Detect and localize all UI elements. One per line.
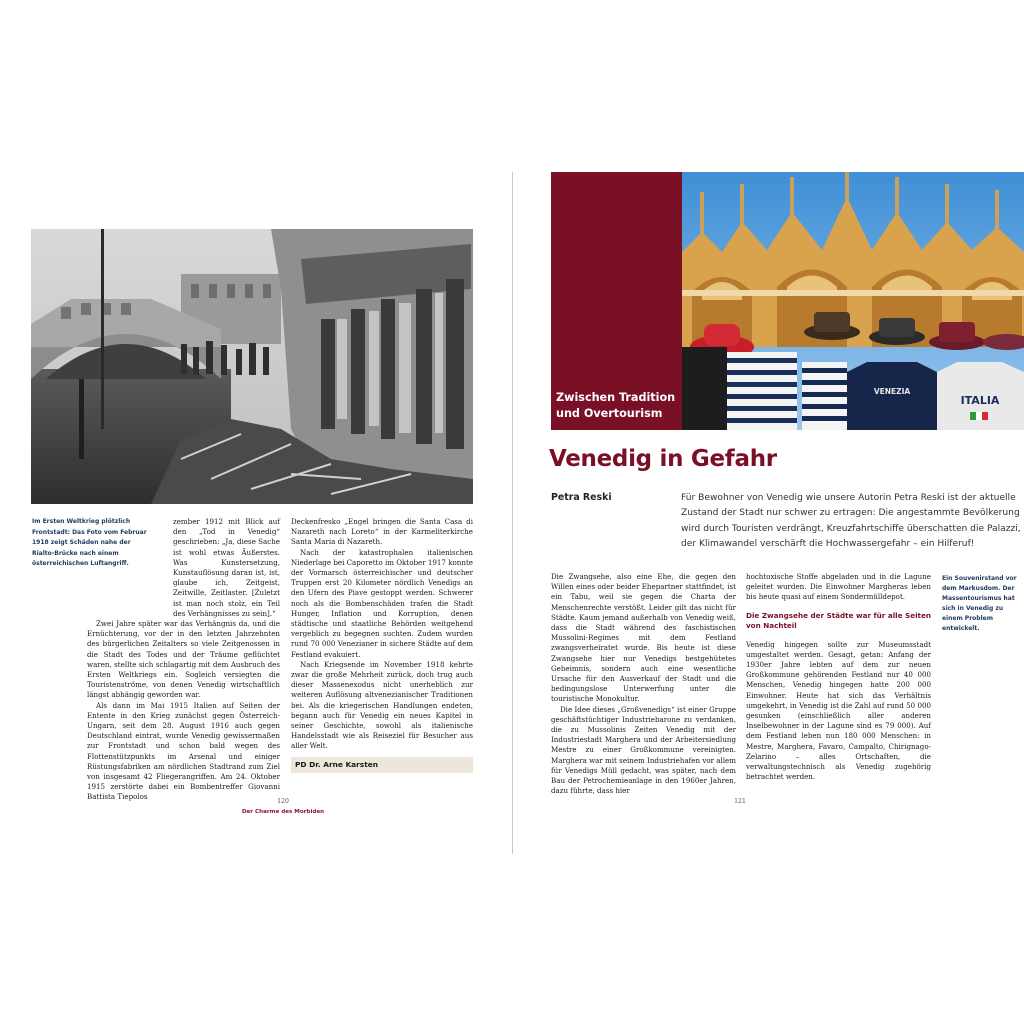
paragraph: Venedig hingegen sollte zur Museumsstadt umgestaltet werden. Gesagt, getan: Anfang der 1930er Jahre lebten auf dem zur neuen Großkommune gehörenden Festland nur 40 000 Menschen, Venedig hingegen hatte 200 000 Einwohner. Heute hat sich das Verhältnis umgekehrt, in Venedig ist die Zahl auf rund 50 000 gesunken (einschließlich aller anderen Inselbewohner in der Lagune sind es 79 000). Auf dem Festland leben nun 180 000 Menschen: in Mestre, Marghera, Favaro, Campalto, Chirignago-Zelarino – alles Ortschaften, die verwaltungstechnisch als Venedig zugehörig betrachtet werden. (746, 639, 931, 782)
paragraph: Die Zwangsehe, also eine Ehe, die gegen den Willen eines oder beider Ehepartner stattfindet, ist ein Tabu, weil sie gegen die Charta der Menschenrechte verstößt. Leider gilt das nicht für Städte. Kaum jemand außerhalb von Venedig weiß, dass die Stadt während des faschistischen Mussolini-Regimes mit dem Festland zwangsverheiratet wurde. Bis heute ist diese Zwangsehe hier nur Venedigs bestgehütetes Geheimnis, sondern auch eine wesentliche Ursache für den Ausverkauf der Stadt und die bedingungslose Unterwerfung unter die touristische Monokultur. (551, 572, 736, 704)
section-kicker: Zwischen Tradition und Overtourism (556, 391, 676, 420)
photo-caption-right: Ein Souvenirstand vor dem Markusdom. Der Massentourismus hat sich in Venedig zu einem Problem entwickelt. (942, 575, 1017, 632)
paragraph: hochtoxische Stoffe abgeladen und in die Lagune geleitet wurden. Die Einwohner Margheras leben bis heute quasi auf einem Sondermülldepot. (746, 572, 931, 602)
page-number-left: 120 (277, 798, 289, 805)
paragraph: Nach der katastrophalen italienischen Niederlage bei Caporetto im Oktober 1917 konnte der Vormarsch österreichischer und deutscher Truppen erst 20 Kilometer nördlich Venedigs an den Ufern des Piave gestoppt werden. Schwerer noch als die Bombenschäden trafen die Stadt Hunger, Inflation und Korruption, denen städtische und staatliche Behörden weitgehend vergeblich zu begegnen suchten. Zudem wurden rund 70 000 Venezianer in sichere Städte auf dem Festland evakuiert. (291, 547, 473, 659)
article-column-3 (551, 572, 736, 796)
article-headline: Venedig in Gefahr (549, 446, 777, 472)
shirt-label-italia: ITALIA (960, 394, 1000, 407)
shirt-label-venezia: VENEZIA (873, 387, 911, 396)
page-number-right: 121 (734, 798, 746, 805)
section-subheading: Die Zwangsehe der Städte war für alle Seiten von Nachteil (746, 610, 931, 631)
paragraph: Als dann im Mai 1915 Italien auf Seiten der Entente in den Krieg zunächst gegen Österreich-Ungarn, seit dem 28. August 1916 auch gegen Deutschland eintrat, wurde Venedig gewissermaßen zur Frontstadt und schon bald wegen des Flottenstützpunkts im Arsenal und einiger Rüstungsfabriken am nördlichen Stadtrand zum Ziel von insgesamt 42 Fliegerangriffen. Am 24. Oktober 1915 zerstörte dabei ein Bombentreffer Giovanni Battista Tiepolos (87, 700, 280, 802)
running-title: Der Charme des Morbiden (241, 809, 325, 815)
paragraph: Deckenfresko „Engel bringen die Santa Casa di Nazareth nach Loreto“ in der Karmeliterkirche Santa Maria di Nazareth. (291, 517, 473, 547)
paragraph: zember 1912 mit Blick auf den „Tod in Venedig“ geschrieben: „Ja, diese Sache ist wohl etwas Äußerstes. Was Kunstersetzung, Kunstauflösung daran ist, ist, glaube ich, Zeitgeist, Zeitwille, Zeitlaster. [Zuletzt ist man noch stolz, ein Teil des Verhängnisses zu sein].“ (173, 517, 280, 618)
article-lead: Für Bewohner von Venedig wie unsere Autorin Petra Reski ist der aktuelle Zustand der Stadt nur schwer zu ertragen: Die angestammte Bevölkerung wird durch Touristen verdrängt, Kreuzfahrtschiffe überschatten die Palazzi, der Klimawandel verschärft die Hochwassergefahr – ein Hilferuf! (681, 493, 1021, 549)
section-banner (551, 172, 682, 430)
photo-caption: Im Ersten Weltkrieg plötzlich Frontstadt: Das Foto vom Februar 1918 zeigt Schäden nahe der Rialto-Brücke nach einem österreichischen Luftangriff. (32, 518, 147, 567)
article-column-2 (291, 517, 473, 752)
st-marks-souvenir-photo (682, 172, 1024, 430)
paragraph: Nach Kriegsende im November 1918 kehrte zwar die große Mehrheit zurück, doch trug auch dieser Massenexodus nicht unerheblich zur weiteren Auflösung altvenezianischer Traditionen bei. Als die kriegerischen Handlungen endeten, begann auch für Venedig ein neues Kapitel in seiner Geschichte, sowohl als italienische Handelsstadt wie als Reiseziel für Besucher aus aller Welt. (291, 659, 473, 751)
paragraph: Die Idee dieses „Großvenedigs“ ist einer Gruppe geschäftstüchtiger Industriebarone zu verdanken, die zu Mussolinis Zeiten Venedig mit der Industriestadt Marghera und der Arbeitersiedlung Mestre zu einer Großkommune vereinigten. Marghera war mit seinem Industriehafen vor allem für Venedigs Müll gedacht, was später, nach dem Bau der Petrochemieanlage in den 1960er Jahren, dazu führte, dass hier (551, 704, 736, 796)
author-credit: PD Dr. Arne Karsten (291, 757, 473, 773)
article-column-4 (746, 572, 931, 782)
rialto-bridge-photo (31, 229, 473, 504)
paragraph: Zwei Jahre später war das Verhängnis da, und die Ernüchterung, vor der in den letzten Jahrzehnten des bürgerlichen Zeitalters so viele Zeitgenossen in die Stadt des Todes und der Träume geflüchtet waren, stellte sich schlagartig mit dem Ausbruch des Ersten Weltkriegs ein. Sogleich versiegten die Touristenströme, von denen Venedig wirtschaftlich längst abhängig geworden war. (87, 619, 280, 700)
page-gutter (512, 172, 513, 854)
article-column-1 (87, 517, 280, 803)
article-byline: Petra Reski (551, 492, 612, 503)
